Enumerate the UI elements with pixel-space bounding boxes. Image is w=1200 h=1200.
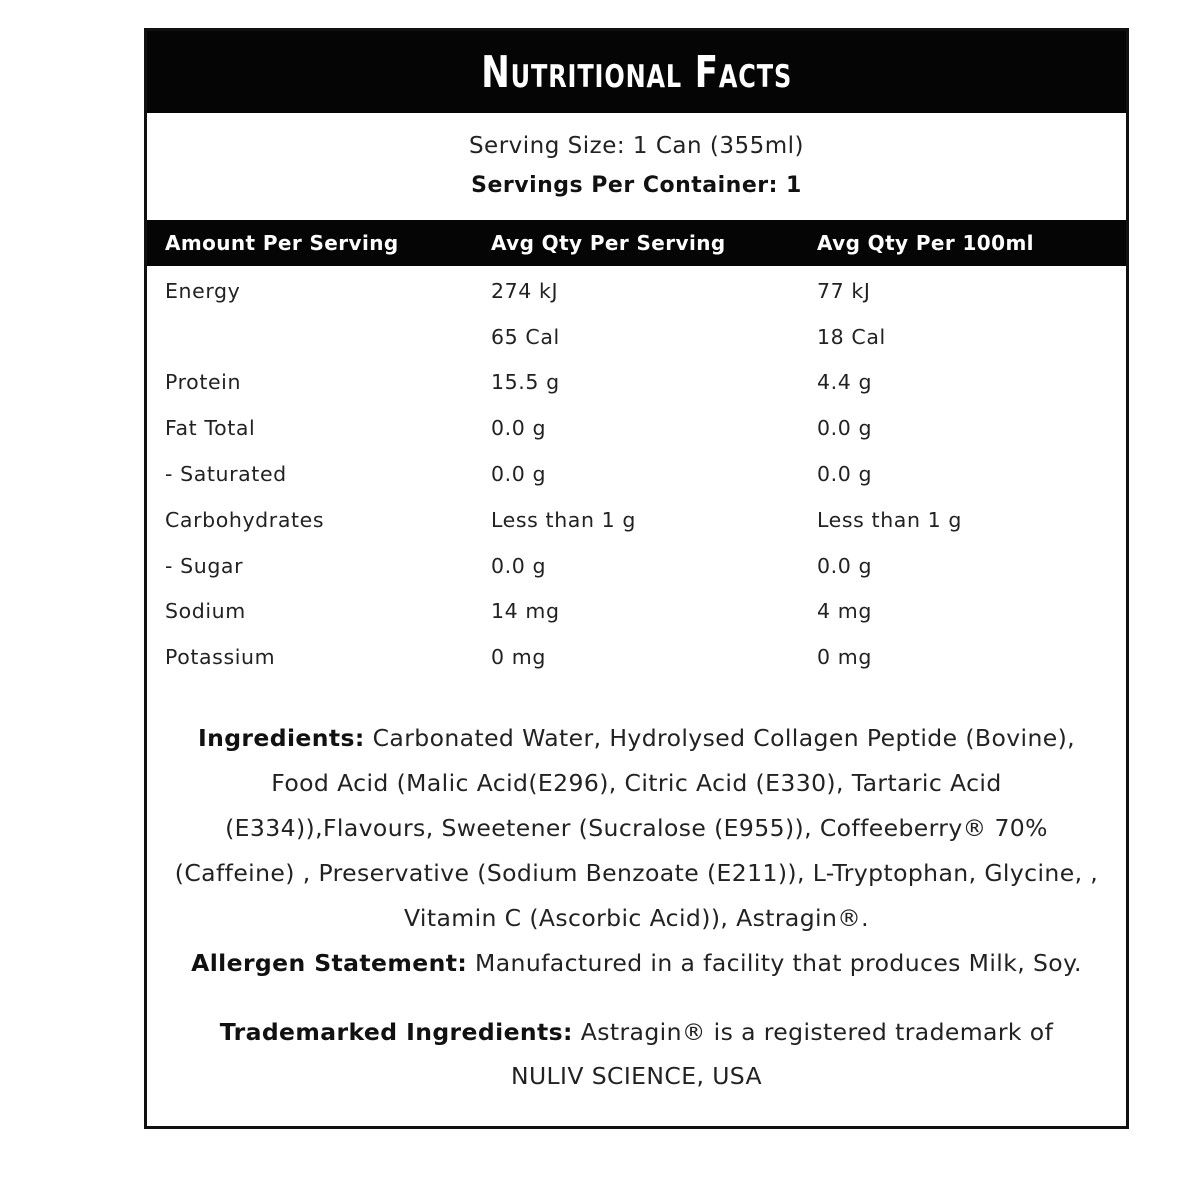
table-row <box>147 497 1126 543</box>
servings-per-container: Servings Per Container: 1 <box>471 173 802 198</box>
nutrient-table <box>147 266 1126 680</box>
qty-per-100ml: 77 kJ <box>817 278 871 303</box>
panel-title: Nutritional Facts <box>481 46 792 98</box>
table-row <box>147 360 1126 406</box>
ingredients-label: Ingredients: <box>197 724 365 753</box>
trademark-text: Astragin® is a registered trademark of NULIV SCIENCE, USA <box>510 1018 1054 1091</box>
nutrition-panel <box>144 28 1129 1129</box>
table-row <box>147 405 1126 451</box>
header-amount-per-serving: Amount Per Serving <box>165 231 399 255</box>
table-row <box>147 543 1126 589</box>
qty-per-serving: 0.0 g <box>491 553 547 578</box>
qty-per-100ml: 4 mg <box>817 599 872 624</box>
qty-per-100ml: 18 Cal <box>817 324 886 349</box>
nutrient-name: Potassium <box>165 645 276 670</box>
trademark-label: Trademarked Ingredients: <box>219 1018 573 1047</box>
qty-per-serving: 274 kJ <box>491 278 559 303</box>
nutrient-name: Energy <box>165 278 241 303</box>
nutrient-name: Fat Total <box>165 416 256 441</box>
qty-per-100ml: 0.0 g <box>817 416 873 441</box>
table-row <box>147 268 1126 314</box>
allergen-text: Manufactured in a facility that produces Milk, Soy. <box>467 949 1082 978</box>
qty-per-serving: Less than 1 g <box>491 507 637 532</box>
qty-per-serving: 14 mg <box>491 599 560 624</box>
qty-per-100ml: 4.4 g <box>817 370 873 395</box>
table-row <box>147 589 1126 635</box>
qty-per-serving: 65 Cal <box>491 324 560 349</box>
nutrient-name: Sodium <box>165 599 246 624</box>
table-row <box>147 451 1126 497</box>
table-row <box>147 634 1126 680</box>
allergen-statement <box>147 941 1126 986</box>
ingredients-statement <box>147 716 1126 941</box>
serving-info <box>147 133 1126 198</box>
qty-per-serving: 0.0 g <box>491 416 547 441</box>
table-header <box>147 220 1126 266</box>
header-avg-qty-per-serving: Avg Qty Per Serving <box>491 231 726 255</box>
nutrient-name: - Sugar <box>165 553 244 578</box>
qty-per-100ml: 0.0 g <box>817 462 873 487</box>
ingredients-text: Carbonated Water, Hydrolysed Collagen Peptide (Bovine), Food Acid (Malic Acid(E296), Citric Acid (E330), Tartaric Acid (E334)),Flavours, Sweetener (Sucralose (E955)), Coffeeberry® 70% (Caffeine) , Preservative (Sodium Benzoate (E211)), L-Tryptophan, Glycine, , Vitamin C (Ascorbic Acid)), Astragin®. <box>174 724 1099 933</box>
table-row <box>147 314 1126 360</box>
qty-per-serving: 0 mg <box>491 645 546 670</box>
qty-per-100ml: 0 mg <box>817 645 872 670</box>
nutrient-name: Carbohydrates <box>165 507 325 532</box>
nutrient-name: Protein <box>165 370 242 395</box>
qty-per-serving: 0.0 g <box>491 462 547 487</box>
header-avg-qty-per-100ml: Avg Qty Per 100ml <box>817 231 1034 255</box>
nutrient-name: - Saturated <box>165 462 287 487</box>
allergen-label: Allergen Statement: <box>191 949 468 978</box>
serving-size: Serving Size: 1 Can (355ml) <box>468 133 805 159</box>
qty-per-100ml: 0.0 g <box>817 553 873 578</box>
qty-per-serving: 15.5 g <box>491 370 560 395</box>
title-bar <box>147 31 1126 113</box>
qty-per-100ml: Less than 1 g <box>817 507 963 532</box>
trademark-statement <box>147 1010 1126 1098</box>
